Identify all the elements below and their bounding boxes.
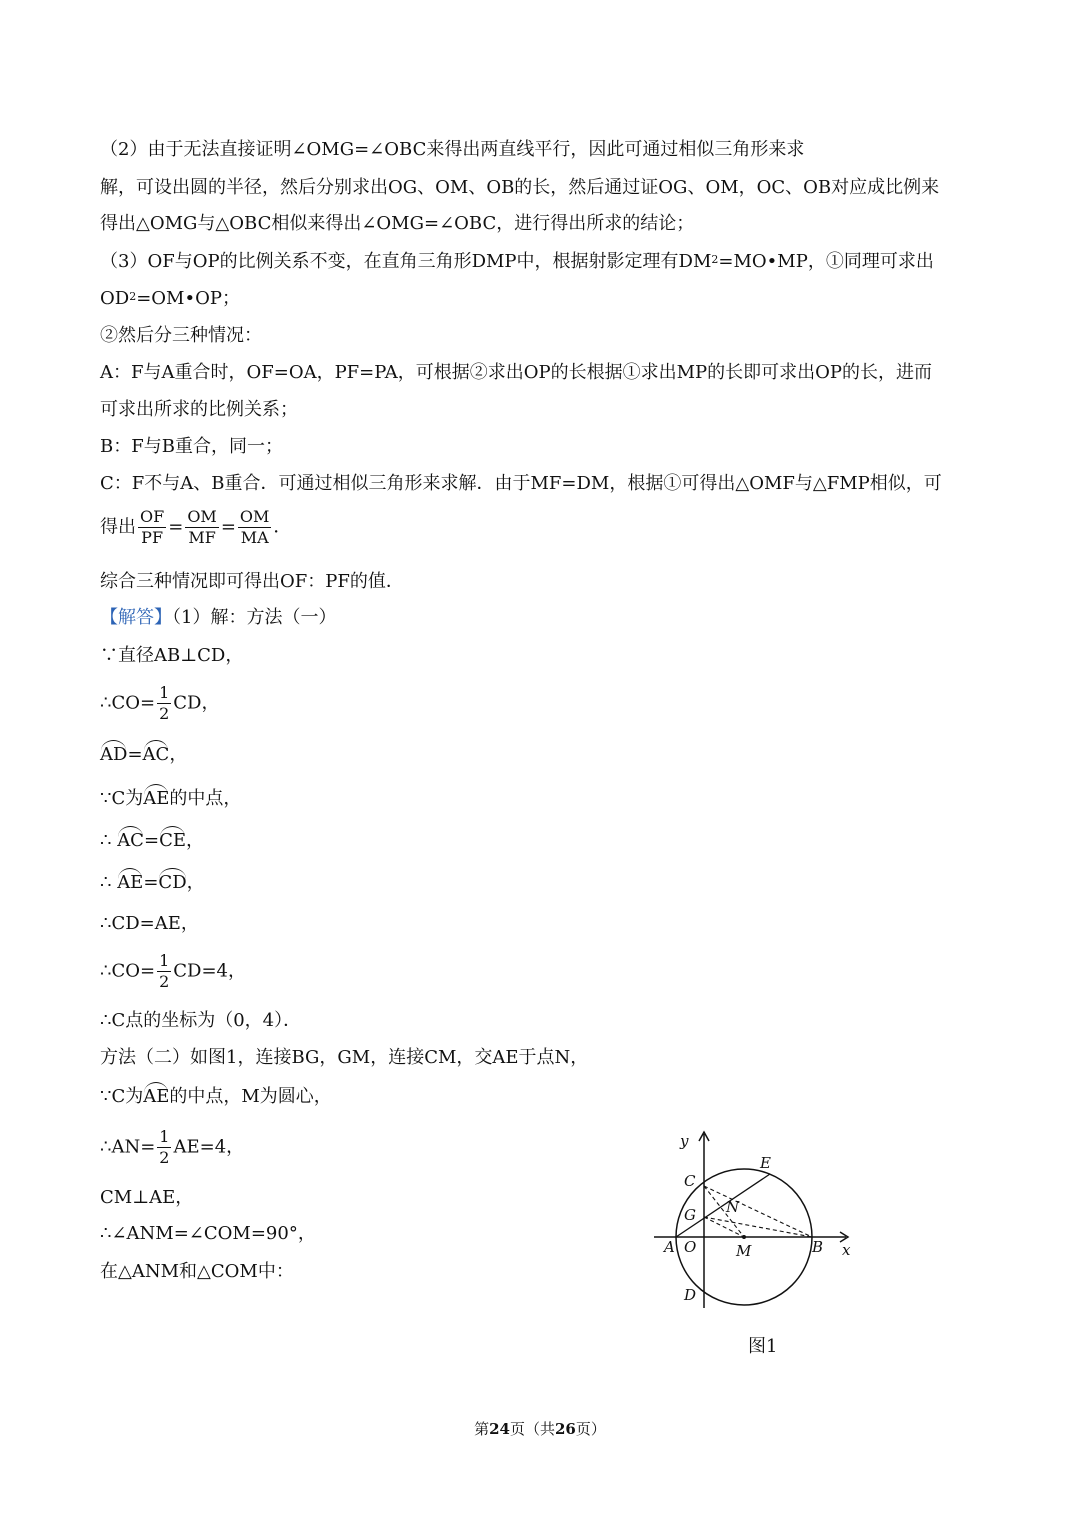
arc-label: CD [158,868,186,892]
solution-line: ∴AN= $\frac{1}{2}$ AE=4， [100,1127,245,1167]
solution-line: ∵直径AB⊥CD， [100,645,244,666]
solution-line: 方法（二）如图1，连接BG，GM，连接CM，交AE于点N， [100,1047,589,1068]
label-x: x [842,1241,851,1259]
analysis-line: 得出△OMG与△OBC相似来得出∠OMG=∠OBC，进行得出所求的结论； [100,213,695,234]
figure-caption: 图1 [748,1336,778,1357]
analysis-line: B：F与B重合，同一； [100,436,283,457]
label-D: D [684,1286,697,1304]
label-O: O [684,1238,697,1256]
solution-line: ∴CD=AE， [100,913,199,934]
label-C: C [684,1172,696,1190]
solution-line: ∵C为AE的中点，M为圆心， [100,1082,332,1109]
segment-GB [704,1217,812,1237]
label-B: B [812,1238,824,1256]
solution-line: CM⊥AE， [100,1187,194,1208]
fraction: $\frac{1}{2}$ [159,951,170,991]
fraction: $\frac{OF}{PF}$ [140,507,165,547]
arc-label: AE [143,1082,169,1106]
center-point [742,1235,746,1239]
geometry-figure [648,1128,868,1318]
arc-label: AE [117,868,143,892]
segment-GM [704,1217,744,1237]
solution-line: ∵C为AE的中点， [100,784,241,811]
arc-label: AC [117,826,144,850]
label-M: M [736,1242,752,1260]
fraction: $\frac{OM}{MA}$ [239,507,270,547]
arc-label: AD [100,740,127,764]
analysis-line: （3）OF与OP的比例关系不变，在直角三角形DMP中，根据射影定理有$DM^2=MO•MP$，①同理可求出 [100,251,934,272]
fraction: $\frac{OM}{MF}$ [187,507,217,547]
fraction: $\frac{1}{2}$ [159,683,170,723]
page-footer: 第24页（共26页） [474,1420,606,1438]
solution-line: 在△ANM和△COM中： [100,1261,294,1282]
fraction-equation: 得出 $\frac{OF}{PF}$ = $\frac{OM}{MF}$ = $\frac{OM}{MA}$ ． [100,507,292,547]
solution-line: ∴CO= $\frac{1}{2}$ CD， [100,683,220,723]
analysis-line: C：F不与A、B重合．可通过相似三角形来求解．由于MF=DM，根据①可得出△OMF与△FMP相似，可 [100,473,942,494]
solution-line: ∴ AE=CD， [100,868,205,895]
label-A: A [664,1238,675,1256]
solution-line: ∴ AC=CE， [100,826,204,853]
arc-label: AC [143,740,170,764]
analysis-line: （2）由于无法直接证明∠OMG=∠OBC来得出两直线平行，因此可通过相似三角形来求 [100,139,805,160]
arc-label: CE [159,826,186,850]
solution-heading: 【解答】（1）解：方法（一） [100,607,337,628]
solution-line: ∴CO= $\frac{1}{2}$ CD=4， [100,951,247,991]
solution-line: ∴∠ANM=∠COM=90°， [100,1223,316,1244]
arc-label: AE [143,784,169,808]
label-y: y [680,1132,689,1150]
label-G: G [684,1206,696,1224]
solution-line: AD=AC， [100,740,187,767]
analysis-line: $OD^2=OM•OP$； [100,288,240,309]
answer-tag: 【解答】 [100,607,172,628]
analysis-line: A：F与A重合时，OF=OA，PF=PA，可根据②求出OP的长根据①求出MP的长即可求出OP的长，进而 [100,362,932,383]
analysis-line: ②然后分三种情况： [100,325,262,346]
solution-line: ∴C点的坐标为（0，4）． [100,1010,302,1031]
label-E: E [760,1154,771,1172]
fraction: $\frac{1}{2}$ [159,1127,170,1167]
analysis-line: 解，可设出圆的半径，然后分别求出OG、OM、OB的长，然后通过证OG、OM，OC、OB对应成比例来 [100,177,940,198]
analysis-line: 综合三种情况即可得出OF：PF的值． [100,571,404,592]
label-N: N [726,1198,740,1216]
analysis-line: 可求出所求的比例关系； [100,399,298,420]
